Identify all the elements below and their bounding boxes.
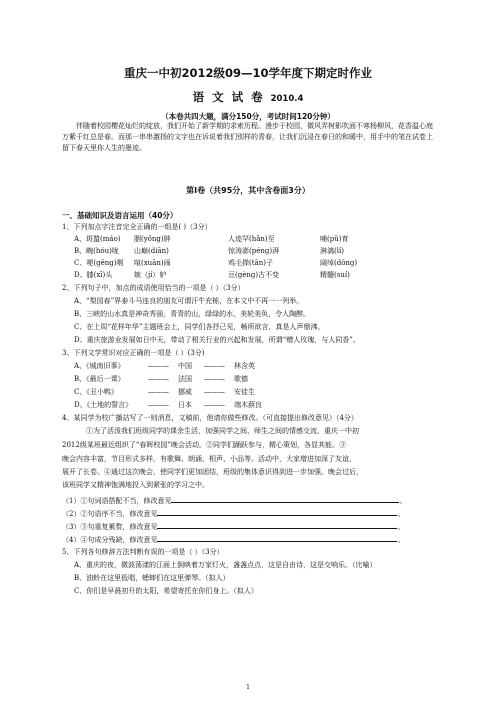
q5-stem: 5、下列各句修辞方法判断有误的一项是（ ）（3分） bbox=[62, 548, 224, 556]
q1-cell: 人迹罕(hǎn)至 bbox=[228, 235, 275, 243]
q1-cell: A、斑蝥(máo) bbox=[74, 235, 121, 243]
period: 。 bbox=[397, 523, 405, 531]
exam-title: 重庆一中初2012级09—10学年度下期定时作业 bbox=[123, 66, 372, 80]
q4-body-line: 2012级某班最近组织了“春晖校园”晚会活动。②同学们踊跃参与，精心策划，各显其能。③ bbox=[62, 441, 346, 449]
q1-cell: 哺(pǔ)育 bbox=[320, 235, 349, 243]
q2-option-c: C、在上周“花样年华”主题班会上，同学们各抒己见，畅所欲言，真是人声鼎沸。 bbox=[74, 323, 325, 331]
q2-option-d: D、重庆旅游业发展如日中天，带动了相关行业的兴起和发展，所谓“赠人玫瑰，与人同香”。 bbox=[74, 336, 360, 344]
q4-body-line: ①为了活泼我们班级同学的课余生活，加强同学之间、师生之间的情感交流，重庆一中初 bbox=[86, 427, 359, 435]
subject-text: 语 文 试 卷 bbox=[192, 90, 265, 104]
q1-cell: D、膝(xī)头 bbox=[74, 271, 113, 279]
q4-sub-3 bbox=[62, 520, 438, 533]
answer-blank[interactable] bbox=[157, 533, 397, 542]
q3-cell: 日本 bbox=[178, 401, 192, 409]
q3-cell: ——— bbox=[204, 388, 225, 396]
q3-cell: ——— bbox=[204, 362, 225, 370]
q1-cell: 山巅(diān) bbox=[134, 247, 169, 255]
q1-cell: C、哽(gěng)咽 bbox=[74, 259, 124, 267]
answer-blank[interactable] bbox=[157, 507, 397, 516]
q3-cell: C、《丑小鸭》 bbox=[74, 388, 118, 396]
q3-cell: ——— bbox=[204, 401, 225, 409]
q3-cell: 端木蕻良 bbox=[234, 401, 262, 409]
page-number: 1 bbox=[246, 684, 250, 691]
q1-cell: B、畹(hóu)咙 bbox=[74, 247, 119, 255]
q1-cell: 阔绰(dōng) bbox=[320, 259, 358, 267]
exam-date: 2010.4 bbox=[270, 94, 304, 104]
q3-cell: A、《城南旧事》 bbox=[74, 362, 125, 370]
section-heading: 第Ⅰ卷（共95分，其中含卷面3分） bbox=[186, 186, 310, 195]
answer-blank[interactable] bbox=[171, 494, 399, 503]
q3-cell: 挪威 bbox=[178, 388, 192, 396]
q1-cell: 精髓(suí) bbox=[320, 271, 350, 279]
answer-blank[interactable] bbox=[157, 520, 397, 529]
period: 。 bbox=[397, 536, 405, 544]
q3-cell: 安徒生 bbox=[234, 388, 255, 396]
q4-sub-1 bbox=[62, 494, 438, 507]
q4-body-line: 晚会内容丰富，节目形式多样，有歌舞、朗诵、相声、小品等。活动中，大家增进加深了友谊， bbox=[62, 455, 356, 463]
q3-cell: ——— bbox=[148, 375, 169, 383]
q4-body-line: 该班同学又精神饱满地投入到紧张的学习之中。 bbox=[62, 481, 209, 489]
q1-row-b bbox=[74, 246, 438, 257]
q2-option-b: B、三峡的山水真是神奇秀丽，青青的山，绿绿的水，美轮美奂，令人陶醉。 bbox=[74, 310, 311, 318]
q3-cell: 歌德 bbox=[234, 375, 248, 383]
q1-cell: 嫉（jí）妒 bbox=[134, 271, 167, 279]
q3-row-a bbox=[74, 361, 438, 372]
q4-sub-2 bbox=[62, 507, 438, 520]
q4-sub-label: （2）②句语序不当，修改意见 bbox=[62, 510, 158, 518]
exam-note: （本卷共四大题，满分150分，考试时间120分钟） bbox=[161, 112, 335, 121]
q3-cell: ——— bbox=[204, 375, 225, 383]
q3-stem: 3、下列文学常识对应正确的一项是（ ）(3分) bbox=[62, 349, 205, 357]
q4-stem: 4、某同学为校广播站写了一则消息，文稿前，他请你做些修改。（可直接提出修改意见）（4分） bbox=[62, 414, 358, 422]
part-heading: 一、基础知识及语言运用（40分） bbox=[62, 211, 178, 220]
subject-title bbox=[0, 89, 496, 105]
q1-cell: 胭(yǒng)肿 bbox=[134, 235, 171, 243]
q3-cell: ——— bbox=[148, 401, 169, 409]
q3-cell: B、《最后一课》 bbox=[74, 375, 125, 383]
intro-paragraph: 伴随着校园樱花灿烂的绽放，我们开始了新学期的求索历程。漫步于校园，微风弄树影吹面不寒杨柳风，花香温心庭万紫千红总是春。而那一串串激扬的文字也在诉说着我们别样的青春，让我们沉浸在春日的和暖中，用手中的笔在试卷上留下春天里你人生的墨迹。 bbox=[62, 122, 433, 152]
q1-cell: 喧(xuān)闹 bbox=[134, 259, 171, 267]
q1-row-a bbox=[74, 234, 438, 245]
q4-body-line: 展开了长卷。④通过这次晚会，使同学们更加团结，班级的集体意识得到进一步加强。晚会过后， bbox=[62, 468, 363, 476]
q3-row-c bbox=[74, 387, 438, 398]
q3-cell: ——— bbox=[148, 388, 169, 396]
q3-cell: 法国 bbox=[178, 375, 192, 383]
q2-stem: 2、下列句子中，加点的成语使用恰当的一项是（ ）（3分） bbox=[62, 284, 245, 292]
q1-cell: 鸡毛掸(tān)子 bbox=[228, 259, 273, 267]
period: 。 bbox=[397, 510, 405, 518]
q5-option-a: A、重庆的夜，微波荡漾的江面上倒映着万家灯火，盏盏点点，这是自由诗，这是交响乐。（比喻） bbox=[74, 561, 377, 569]
q3-row-d bbox=[74, 400, 438, 411]
q2-option-a: A、“梨园春”界泰斗马连良的朋友可谓汗牛充栋，在本文中不再一一列举。 bbox=[74, 297, 304, 305]
q3-cell: D、《土地的誓言》 bbox=[74, 401, 133, 409]
q4-sub-label: （1）①句词语搭配不当，修改意见 bbox=[62, 497, 172, 505]
q3-cell: 林含英 bbox=[234, 362, 255, 370]
q5-option-c: C、你们是早晨初升的太阳，希望寄托在你们身上。（拟人） bbox=[74, 587, 258, 595]
q3-cell: 中国 bbox=[178, 362, 192, 370]
period: 。 bbox=[399, 497, 407, 505]
q1-row-c bbox=[74, 258, 438, 269]
q5-option-b: B、油蛉在这里低唱，蟋蟀们在这里弹琴。（拟人） bbox=[74, 574, 230, 582]
q4-sub-label: （4）④句成分残缺，修改意见 bbox=[62, 536, 158, 544]
q1-cell: 亘(gèng)古不变 bbox=[228, 271, 280, 279]
q1-cell: 淋漓(lí) bbox=[320, 247, 344, 255]
q4-sub-4 bbox=[62, 533, 438, 546]
q1-row-d bbox=[74, 270, 438, 281]
q4-sub-label: （3）③句重复累赘，修改意见 bbox=[62, 523, 158, 531]
q1-stem: 1、下列加点字注音完全正确的一组是( )（3分） bbox=[62, 223, 212, 231]
q3-cell: ——— bbox=[148, 362, 169, 370]
q3-row-b bbox=[74, 374, 438, 385]
q1-cell: 惊涛澎(péng)湃 bbox=[228, 247, 280, 255]
